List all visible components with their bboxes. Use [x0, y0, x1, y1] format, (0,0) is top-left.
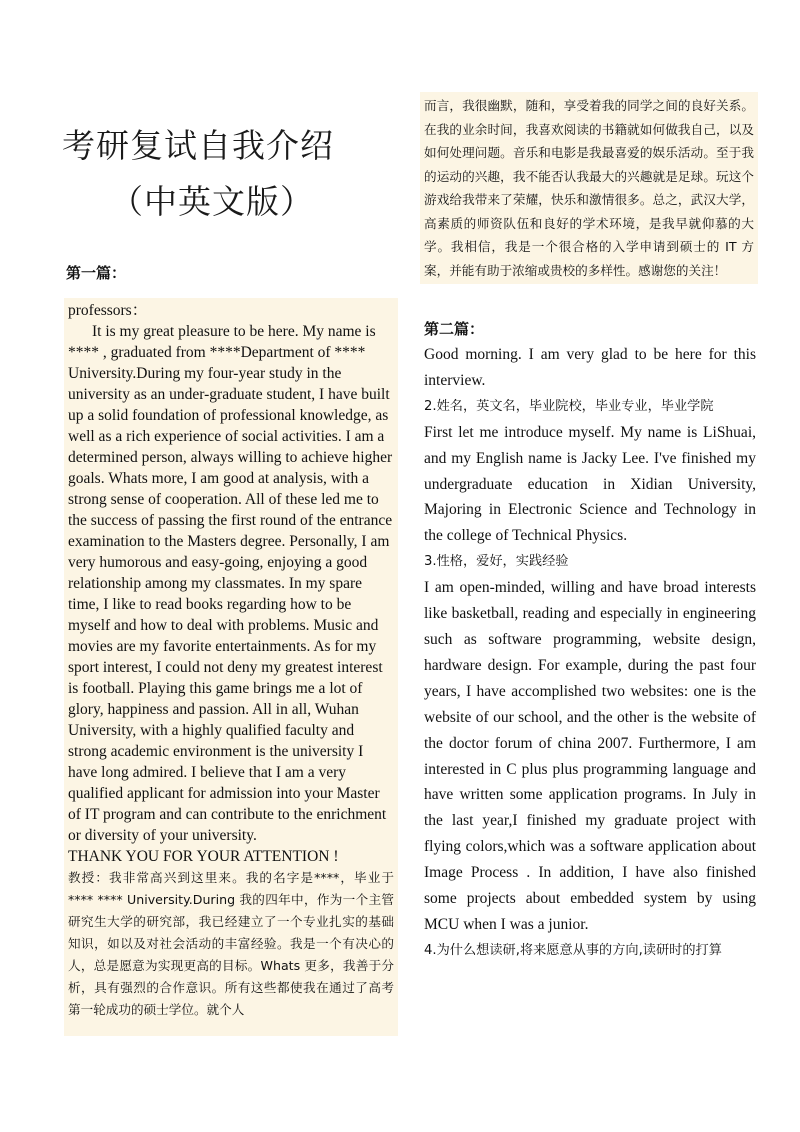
answer-2: First let me introduce myself. My name is LiShuai, and my English name is Jacky Lee. I've finished my undergraduate education in Xidian University, Majoring in Electronic Science and Technology in the college of Technical Physics.	[424, 423, 756, 545]
answer-3: I am open-minded, willing and have broad interests like basketball, reading and especially in engineering such as software programming, website design, hardware design. For example, during the past four years, I have accomplished two websites: one is the website of our school, and the other is the website of the doctor forum of china 2007. Furthermore, I am interested in C plus plus programming language and have written some application programs. In July in the last year,I finished my graduate project with flying colors,which was a software application about Image Process . In addition, I have also finished some projects about embedded system by using MCU when I was a junior.	[424, 579, 756, 933]
chinese-translation-part2: 而言，我很幽默，随和，享受着我的同学之间的良好关系。在我的业余时间，我喜欢阅读的书籍就如何做我自己，以及如何处理问题。音乐和电影是我最喜爱的娱乐活动。至于我的运动的兴趣，我不能否认我最大的兴趣就是足球。玩这个游戏给我带来了荣耀，快乐和激情很多。总之，武汉大学，高素质的师资队伍和良好的学术环境，是我早就仰慕的大学。我相信，我是一个很合格的入学申请到硕士的 IT 方案，并能有助于浓缩或贵校的多样性。感谢您的关注！	[424, 98, 754, 278]
thanks-line: THANK YOU FOR YOUR ATTENTION !	[68, 848, 339, 865]
document-title	[62, 118, 362, 230]
title-line-1: 考研复试自我介绍	[62, 126, 334, 165]
title-line-2: （中英文版）	[110, 182, 314, 221]
question-4: 4.为什么想读研,将来愿意从事的方向,读研时的打算	[424, 942, 722, 958]
question-3: 3.性格，爱好，实践经验	[424, 554, 569, 570]
section1-english	[68, 300, 394, 867]
section1-highlight-block	[64, 298, 398, 1036]
english-body: It is my great pleasure to be here. My name is **** , graduated from ****Department of **** University.During my four-year study in the university as an under-graduate student, I have built up a solid foundation of professional knowledge, as well as a rich experience of social activities. I am a determined person, always willing to achieve higher goals. Whats more, I am good at analysis, with a strong sense of cooperation. All of these led me to the success of passing the first round of the entrance examination to the Masters degree. Personally, I am very humorous and easy-going, enjoying a good relationship among my classmates. In my spare time, I like to read books regarding how to be myself and how to deal with problems. Music and movies are my favorite entertainments. As for my sport interest, I could not deny my greatest interest is football. Playing this game brings me a lot of glory, happiness and passion. All in all, Wuhan University, with a highly qualified faculty and strong academic environment is the university I have long admired. I believe that I am a very qualified applicant for admission into your Master of IT program and can contribute to the enrichment or diversity of your university.	[68, 323, 393, 844]
section2-body	[424, 342, 756, 964]
section1-heading: 第一篇：	[66, 264, 127, 282]
section1-highlight-continued	[420, 92, 758, 284]
greeting: Good morning. I am very glad to be here for this interview.	[424, 346, 756, 389]
salutation: professors：	[68, 302, 148, 319]
question-2: 2.姓名，英文名，毕业院校，毕业专业，毕业学院	[424, 398, 714, 414]
chinese-translation-part1: 教授：我非常高兴到这里来。我的名字是****，毕业于**** **** University.During 我的四年中，作为一个主管研究生大学的研究部，我已经建立了一个专业扎实的基础知识，如以及对社会活动的丰富经验。我是一个有决心的人，总是愿意为实现更高的目标。Whats 更多，我善于分析，具有强烈的合作意识。所有这些都使我在通过了高考第一轮成功的硕士学位。就个人	[68, 870, 394, 1017]
section2-heading: 第二篇：	[424, 320, 485, 338]
